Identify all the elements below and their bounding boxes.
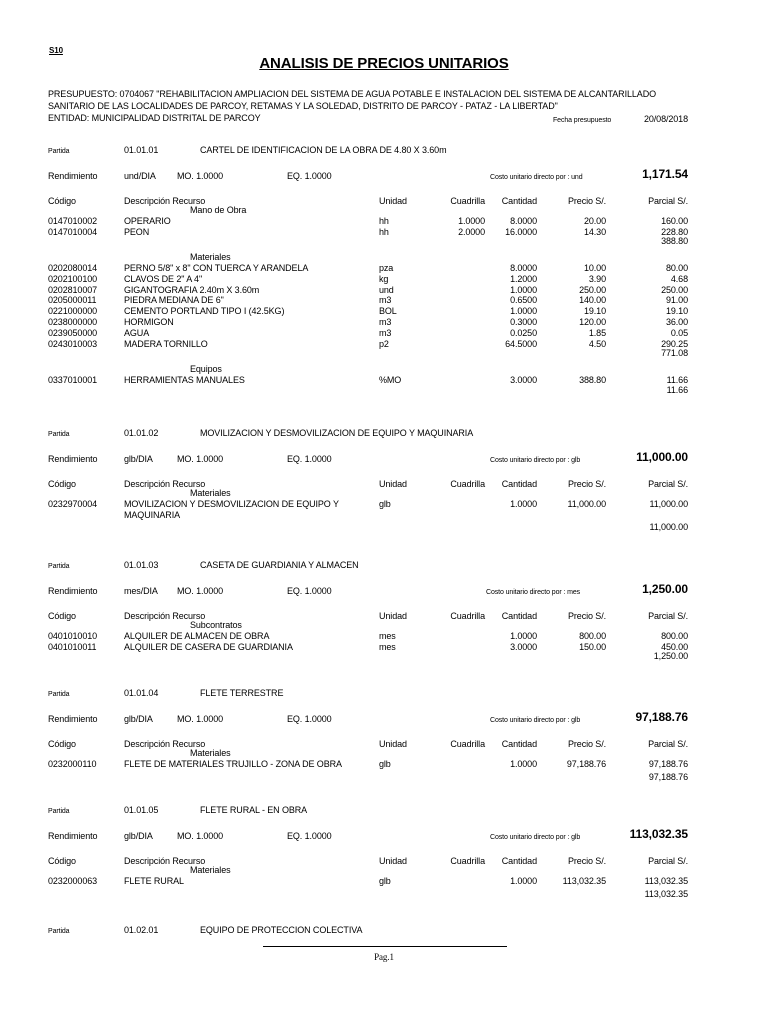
- group-total: 113,032.35: [644, 888, 688, 899]
- resource-precio: 388.80: [579, 375, 606, 385]
- header-codigo: Código: [48, 611, 76, 621]
- partida-name: EQUIPO DE PROTECCION COLECTIVA: [200, 925, 363, 935]
- rendimiento-unit: glb/DIA: [124, 714, 153, 724]
- group-total: 771.08: [661, 348, 688, 359]
- page-number: Pag.1: [374, 952, 394, 962]
- resource-unit: BOL: [379, 306, 397, 317]
- resource-cantidad: 1.0000: [510, 875, 537, 886]
- header-descripcion: Descripción Recurso: [124, 479, 206, 489]
- report-code: S10: [49, 46, 63, 55]
- header-cuadrilla: Cuadrilla: [450, 739, 485, 749]
- resource-description: ALQUILER DE ALMACEN DE OBRA: [124, 630, 270, 641]
- costo-label: Costo unitario directo por : glb: [490, 717, 581, 724]
- header-cantidad: Cantidad: [501, 739, 537, 749]
- header-parcial: Parcial S/.: [648, 856, 688, 866]
- header-parcial: Parcial S/.: [648, 479, 688, 489]
- resource-unit: p2: [379, 338, 389, 349]
- eq-value: EQ. 1.0000: [287, 454, 332, 464]
- partida-label: Partida: [48, 563, 70, 570]
- resource-cantidad: 0.6500: [510, 295, 537, 306]
- header-unidad: Unidad: [379, 739, 407, 749]
- header-codigo: Código: [48, 196, 76, 206]
- costo-unitario: 113,032.35: [629, 827, 688, 841]
- resource-unit: glb: [379, 498, 391, 509]
- header-precio: Precio S/.: [567, 856, 606, 866]
- group-heading: Equipos: [190, 364, 222, 375]
- header-unidad: Unidad: [379, 611, 407, 621]
- resource-description: ALQUILER DE CASERA DE GUARDIANIA: [124, 641, 293, 652]
- partida-label: Partida: [48, 928, 70, 935]
- resource-precio: 150.00: [579, 641, 606, 652]
- partida-code: 01.01.02: [124, 428, 159, 438]
- resource-precio: 113,032.35: [562, 875, 606, 886]
- fecha-label: Fecha presupuesto: [553, 117, 612, 124]
- mo-value: MO. 1.0000: [177, 714, 224, 724]
- group-total: 97,188.76: [648, 771, 688, 782]
- resource-code: 0232000063: [48, 875, 98, 886]
- resource-code: 0147010004: [48, 226, 98, 237]
- page-title: ANALISIS DE PRECIOS UNITARIOS: [259, 55, 509, 72]
- resource-unit: %MO: [379, 375, 402, 385]
- resource-parcial: 290.25: [661, 338, 688, 349]
- resource-parcial: 228.80: [661, 226, 688, 237]
- resource-description-cont: MAQUINARIA: [124, 509, 181, 520]
- resource-cantidad: 1.2000: [510, 273, 537, 284]
- resource-description: PERNO 5/8" x 8" CON TUERCA Y ARANDELA: [124, 263, 309, 273]
- resource-precio: 250.00: [579, 284, 606, 295]
- resource-unit: mes: [379, 630, 396, 641]
- header-precio: Precio S/.: [567, 196, 606, 206]
- resource-description: CEMENTO PORTLAND TIPO I (42.5KG): [124, 306, 285, 317]
- partida-code: 01.02.01: [124, 925, 159, 935]
- resource-cantidad: 3.0000: [510, 375, 537, 385]
- resource-description: AGUA: [124, 327, 150, 338]
- resource-cantidad: 0.0250: [510, 327, 537, 338]
- header-descripcion: Descripción Recurso: [124, 611, 206, 621]
- costo-unitario: 11,000.00: [636, 450, 688, 464]
- header-descripcion: Descripción Recurso: [124, 196, 206, 206]
- resource-precio: 3.90: [588, 273, 606, 284]
- resource-parcial: 800.00: [661, 630, 688, 641]
- resource-parcial: 91.00: [665, 295, 688, 306]
- resource-code: 0205000011: [48, 295, 97, 306]
- resource-cantidad: 1.0000: [510, 284, 537, 295]
- header-unidad: Unidad: [379, 479, 407, 489]
- header-precio: Precio S/.: [567, 479, 606, 489]
- header-parcial: Parcial S/.: [648, 196, 688, 206]
- fecha-value: 20/08/2018: [643, 114, 688, 124]
- resource-unit: kg: [379, 273, 389, 284]
- group-heading: Subcontratos: [190, 620, 242, 630]
- costo-unitario: 1,171.54: [642, 167, 688, 181]
- group-heading: Materiales: [190, 252, 231, 263]
- header-codigo: Código: [48, 739, 76, 749]
- footer-rule: [263, 946, 507, 947]
- resource-code: 0232970004: [48, 498, 98, 509]
- costo-label: Costo unitario directo por : mes: [486, 589, 581, 596]
- rendimiento-label: Rendimiento: [48, 714, 98, 724]
- eq-value: EQ. 1.0000: [287, 586, 332, 596]
- group-heading: Materiales: [190, 488, 231, 498]
- resource-cantidad: 1.0000: [510, 758, 537, 769]
- resource-description: FLETE RURAL: [124, 875, 184, 886]
- resource-unit: pza: [379, 263, 394, 273]
- resource-code: 0202100100: [48, 273, 98, 284]
- header-descripcion: Descripción Recurso: [124, 739, 206, 749]
- resource-parcial: 160.00: [661, 215, 688, 226]
- resource-cantidad: 3.0000: [510, 641, 537, 652]
- header-codigo: Código: [48, 479, 76, 489]
- resource-cuadrilla: 1.0000: [458, 215, 485, 226]
- resource-parcial: 113,032.35: [644, 875, 688, 886]
- header-cantidad: Cantidad: [501, 479, 537, 489]
- resource-cantidad: 1.0000: [510, 630, 537, 641]
- resource-parcial: 0.05: [670, 327, 688, 338]
- rendimiento-label: Rendimiento: [48, 831, 98, 841]
- resource-code: 0337010001: [48, 375, 98, 385]
- mo-value: MO. 1.0000: [177, 831, 224, 841]
- header-cuadrilla: Cuadrilla: [450, 479, 485, 489]
- rendimiento-unit: mes/DIA: [124, 586, 158, 596]
- resource-cantidad: 1.0000: [510, 306, 537, 317]
- resource-precio: 140.00: [579, 295, 606, 306]
- resource-code: 0401010010: [48, 630, 98, 641]
- partida-code: 01.01.01: [124, 145, 159, 155]
- resource-precio: 800.00: [579, 630, 606, 641]
- resource-unit: glb: [379, 875, 391, 886]
- partida-name: CASETA DE GUARDIANIA Y ALMACEN: [200, 560, 359, 570]
- resource-description: GIGANTOGRAFIA 2.40m X 3.60m: [124, 284, 260, 295]
- resource-precio: 120.00: [579, 317, 606, 327]
- costo-unitario: 97,188.76: [635, 710, 688, 724]
- header-descripcion: Descripción Recurso: [124, 856, 206, 866]
- resource-parcial: 4.68: [670, 273, 688, 284]
- group-heading: Materiales: [190, 748, 231, 758]
- resource-parcial: 450.00: [661, 641, 688, 652]
- eq-value: EQ. 1.0000: [287, 831, 332, 841]
- resource-precio: 4.50: [588, 338, 606, 349]
- resource-parcial: 80.00: [665, 263, 688, 273]
- header-cantidad: Cantidad: [501, 856, 537, 866]
- resource-code: 0232000110: [48, 758, 97, 769]
- resource-cantidad: 8.0000: [510, 263, 537, 273]
- resource-code: 0243010003: [48, 338, 98, 349]
- resource-precio: 19.10: [583, 306, 606, 317]
- rendimiento-unit: und/DIA: [124, 171, 156, 181]
- resource-unit: m3: [379, 327, 392, 338]
- resource-cantidad: 1.0000: [510, 498, 537, 509]
- rendimiento-unit: glb/DIA: [124, 454, 153, 464]
- resource-unit: hh: [379, 215, 389, 226]
- resource-precio: 1.85: [588, 327, 606, 338]
- header-cantidad: Cantidad: [501, 196, 537, 206]
- partida-name: MOVILIZACION Y DESMOVILIZACION DE EQUIPO Y MAQUINARIA: [200, 428, 474, 438]
- partida-code: 01.01.03: [124, 560, 159, 570]
- resource-parcial: 19.10: [665, 306, 688, 317]
- presupuesto-line-1: PRESUPUESTO: 0704067 "REHABILITACION AMPLIACION DEL SISTEMA DE AGUA POTABLE E INSTALACION DEL SISTEMA DE ALCANTARILLADO: [48, 89, 656, 99]
- header-precio: Precio S/.: [567, 739, 606, 749]
- resource-precio: 11,000.00: [567, 498, 606, 509]
- resource-unit: glb: [379, 758, 391, 769]
- partida-code: 01.01.04: [124, 688, 159, 698]
- resource-unit: mes: [379, 641, 396, 652]
- resource-cuadrilla: 2.0000: [458, 226, 485, 237]
- rendimiento-unit: glb/DIA: [124, 831, 153, 841]
- costo-label: Costo unitario directo por : und: [490, 174, 583, 181]
- costo-label: Costo unitario directo por : glb: [490, 834, 581, 841]
- resource-description: OPERARIO: [124, 215, 171, 226]
- header-codigo: Código: [48, 856, 76, 866]
- header-unidad: Unidad: [379, 856, 407, 866]
- group-total: 11.66: [666, 384, 688, 395]
- partida-label: Partida: [48, 808, 70, 815]
- rendimiento-label: Rendimiento: [48, 171, 98, 181]
- resource-description: PIEDRA MEDIANA DE 6": [124, 295, 224, 306]
- header-unidad: Unidad: [379, 196, 407, 206]
- group-heading: Mano de Obra: [190, 205, 247, 215]
- entidad: ENTIDAD: MUNICIPALIDAD DISTRITAL DE PARCOY: [48, 113, 261, 123]
- group-total: 1,250.00: [653, 651, 688, 662]
- header-cuadrilla: Cuadrilla: [450, 856, 485, 866]
- header-precio: Precio S/.: [567, 611, 606, 621]
- partida-label: Partida: [48, 148, 70, 155]
- resource-precio: 97,188.76: [566, 758, 606, 769]
- costo-label: Costo unitario directo por : glb: [490, 457, 581, 464]
- group-total: 11,000.00: [649, 522, 688, 533]
- mo-value: MO. 1.0000: [177, 171, 224, 181]
- header-parcial: Parcial S/.: [648, 739, 688, 749]
- mo-value: MO. 1.0000: [177, 454, 224, 464]
- resource-cantidad: 16.0000: [505, 226, 537, 237]
- resource-precio: 10.00: [583, 263, 606, 273]
- resource-cantidad: 8.0000: [510, 215, 537, 226]
- resource-parcial: 97,188.76: [648, 758, 688, 769]
- eq-value: EQ. 1.0000: [287, 171, 332, 181]
- resource-precio: 14.30: [583, 226, 606, 237]
- header-cuadrilla: Cuadrilla: [450, 611, 485, 621]
- resource-description: HORMIGON: [124, 317, 174, 327]
- partida-name: FLETE TERRESTRE: [200, 688, 284, 698]
- resource-code: 0401010011: [48, 641, 97, 652]
- resource-description: MOVILIZACION Y DESMOVILIZACION DE EQUIPO Y: [124, 498, 339, 509]
- resource-description: MADERA TORNILLO: [124, 338, 208, 349]
- resource-description: CLAVOS DE 2" A 4": [124, 273, 203, 284]
- resource-parcial: 36.00: [665, 317, 688, 327]
- resource-code: 0239050000: [48, 327, 98, 338]
- partida-label: Partida: [48, 431, 70, 438]
- header-parcial: Parcial S/.: [648, 611, 688, 621]
- group-heading: Materiales: [190, 865, 231, 875]
- resource-code: 0147010002: [48, 215, 98, 226]
- resource-cantidad: 64.5000: [505, 338, 537, 349]
- resource-code: 0202080014: [48, 263, 98, 273]
- partida-label: Partida: [48, 691, 70, 698]
- resource-code: 0238000000: [48, 317, 98, 327]
- mo-value: MO. 1.0000: [177, 586, 224, 596]
- rendimiento-label: Rendimiento: [48, 454, 98, 464]
- costo-unitario: 1,250.00: [642, 582, 688, 596]
- resource-parcial: 11.66: [666, 375, 688, 385]
- resource-unit: und: [379, 284, 394, 295]
- rendimiento-label: Rendimiento: [48, 586, 98, 596]
- partida-name: FLETE RURAL - EN OBRA: [200, 805, 308, 815]
- resource-description: PEON: [124, 226, 150, 237]
- header-cantidad: Cantidad: [501, 611, 537, 621]
- resource-parcial: 250.00: [661, 284, 688, 295]
- resource-description: HERRAMIENTAS MANUALES: [124, 375, 245, 385]
- presupuesto-line-2: SANITARIO DE LAS LOCALIDADES DE PARCOY, RETAMAS Y LA SOLEDAD, DISTRITO DE PARCOY - PATAZ - LA LIBERTAD": [48, 101, 558, 111]
- resource-code: 0202810007: [48, 284, 98, 295]
- resource-code: 0221000000: [48, 306, 98, 317]
- resource-cantidad: 0.3000: [510, 317, 537, 327]
- resource-parcial: 11,000.00: [649, 498, 688, 509]
- resource-description: FLETE DE MATERIALES TRUJILLO - ZONA DE OBRA: [124, 758, 342, 769]
- resource-unit: m3: [379, 317, 392, 327]
- partida-name: CARTEL DE IDENTIFICACION DE LA OBRA DE 4.80 X 3.60m: [200, 145, 447, 155]
- resource-unit: m3: [379, 295, 392, 306]
- eq-value: EQ. 1.0000: [287, 714, 332, 724]
- group-total: 388.80: [661, 236, 688, 247]
- resource-unit: hh: [379, 226, 389, 237]
- header-cuadrilla: Cuadrilla: [450, 196, 485, 206]
- resource-precio: 20.00: [583, 215, 606, 226]
- partida-code: 01.01.05: [124, 805, 159, 815]
